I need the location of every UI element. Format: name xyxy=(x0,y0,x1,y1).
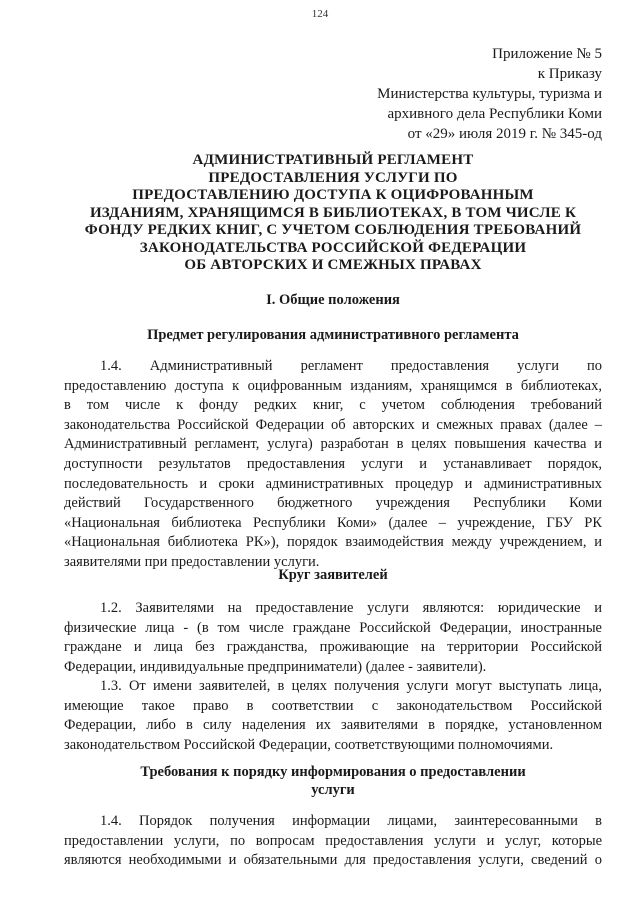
title-line: АДМИНИСТРАТИВНЫЙ РЕГЛАМЕНТ xyxy=(192,152,474,168)
paragraph-line: 1.2. Заявителями на предоставление услуги являются: юридические и xyxy=(100,600,602,616)
appendix-block xyxy=(377,44,602,144)
appendix-line: Приложение № 5 xyxy=(492,46,602,62)
section-heading-text: I. Общие положения xyxy=(266,292,400,308)
paragraph-1-3-representatives xyxy=(64,677,602,755)
title-line: ИЗДАНИЯМ, ХРАНЯЩИМСЯ В БИБЛИОТЕКАХ, В ТОМ ЧИСЛЕ К xyxy=(89,204,577,221)
paragraph-line: Федерации, индивидуальные предприниматели) (далее - заявители). xyxy=(64,658,487,675)
subsection-heading-text: Круг заявителей xyxy=(278,567,388,583)
paragraph-line: действий Государственного бюджетного учреждения Республики Коми xyxy=(64,495,602,512)
paragraph-line: 1.4. Порядок получения информации лицами, заинтересованными в xyxy=(100,813,602,829)
paragraph-line: граждане и лица без гражданства, проживающие на территории Российской xyxy=(64,639,602,656)
appendix-line: от «29» июля 2019 г. № 345-од xyxy=(407,126,602,142)
document-title xyxy=(64,152,602,275)
paragraph-1-4-regulation xyxy=(64,357,602,573)
paragraph-line: заявителями при предоставлении услуги. xyxy=(64,553,320,570)
paragraph-line: имеющие такое право в соответствии с законодательством Российской xyxy=(64,697,602,714)
title-line: ПРЕДОСТАВЛЕНИЯ УСЛУГИ ПО xyxy=(208,169,458,186)
subsection-heading-text: Требования к порядку информирования о предоставлении xyxy=(140,764,526,780)
paragraph-line: законодательством Российской Федерации, соответствующими полномочиями. xyxy=(64,736,554,753)
paragraph-line: «Национальная библиотека РК»), порядок взаимодействия между учреждением, и xyxy=(64,534,602,551)
appendix-line: архивного дела Республики Коми xyxy=(387,106,602,122)
paragraph-line: «Национальная библиотека Республики Коми» (далее – учреждение, ГБУ РК xyxy=(64,514,602,531)
title-line: ПРЕДОСТАВЛЕНИЮ ДОСТУПА К ОЦИФРОВАННЫМ xyxy=(132,187,534,203)
title-line: ФОНДУ РЕДКИХ КНИГ, С УЧЕТОМ СОБЛЮДЕНИЯ ТРЕБОВАНИЙ xyxy=(84,222,582,238)
subsection-heading-informing xyxy=(64,763,602,799)
paragraph-line: Административный регламент, услуга) разработан в целях повышения качества и xyxy=(64,436,602,453)
paragraph-line: последовательность и сроки административных процедур и административных xyxy=(64,475,602,492)
paragraph-line: предоставлению доступа к оцифрованным изданиям, хранящимся в библиотеках, xyxy=(64,377,602,394)
paragraph-line: предоставлении услуги, по вопросам предоставления услуги и услуг, которые xyxy=(64,832,602,849)
subsection-heading-text: услуги xyxy=(311,782,355,798)
title-line: ОБ АВТОРСКИХ И СМЕЖНЫХ ПРАВАХ xyxy=(184,257,482,273)
paragraph-line: в том числе к фонду редких книг, с учетом соблюдения требований xyxy=(64,397,602,414)
subsection-heading-applicants xyxy=(64,566,602,584)
page-number: 124 xyxy=(311,8,329,20)
paragraph-line: законодательства Российской Федерации об авторских и смежных правах (далее – xyxy=(64,416,602,433)
appendix-line: Министерства культуры, туризма и xyxy=(377,86,602,102)
appendix-line: к Приказу xyxy=(537,66,602,82)
subsection-heading-text: Предмет регулирования административного регламента xyxy=(147,327,519,343)
subsection-heading-subject xyxy=(64,326,602,344)
paragraph-1-2-applicants xyxy=(64,599,602,677)
paragraph-line: 1.4. Административный регламент предоставления услуги по xyxy=(100,358,602,374)
section-heading-general xyxy=(64,291,602,309)
title-line: ЗАКОНОДАТЕЛЬСТВА РОССИЙСКОЙ ФЕДЕРАЦИИ xyxy=(139,239,527,256)
paragraph-line: 1.3. От имени заявителей, в целях получения услуги могут выступать лица, xyxy=(100,678,602,694)
paragraph-line: физические лица - (в том числе граждане Российской Федерации, иностранные xyxy=(64,619,602,636)
paragraph-1-4-informing xyxy=(64,812,602,871)
paragraph-line: Федерации, либо в силу наделения их заявителями в порядке, установленном xyxy=(64,717,602,734)
paragraph-line: являются необходимыми и обязательными для предоставления услуги, сведений о xyxy=(64,852,602,869)
paragraph-line: доступности результатов предоставления услуги и устанавливает порядок, xyxy=(64,455,602,472)
